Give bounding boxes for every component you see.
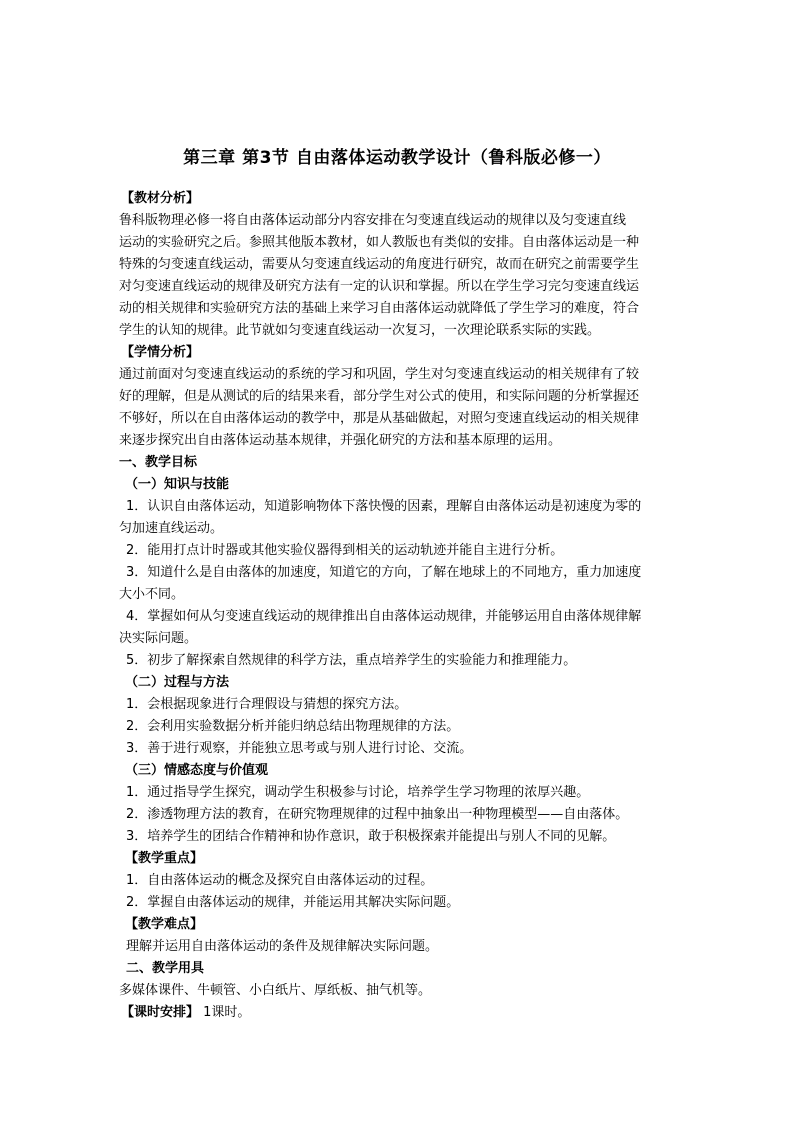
paragraph-line: 好的理解，但是从测试的后的结果来看，部分学生对公式的使用，和实际问题的分析掌握还 — [119, 389, 640, 404]
list-item: 2．会利用实验数据分析并能归纳总结出物理规律的方法。 — [126, 719, 460, 734]
list-item: 3．善于进行观察，并能独立思考或与别人进行讨论、交流。 — [126, 741, 473, 756]
list-item: 1．认识自由落体运动，知道影响物体下落快慢的因素，理解自由落体运动是初速度为零的 — [126, 499, 642, 514]
list-item: 3．培养学生的团结合作精神和协作意识，敢于积极探索并能提出与别人不同的见解。 — [126, 829, 616, 844]
paragraph-line: 通过前面对匀变速直线运动的系统的学习和巩固，学生对匀变速直线运动的相关规律有了较 — [119, 367, 640, 382]
knowledge-skills-heading: （一）知识与技能 — [125, 477, 230, 492]
paragraph-line: 来逐步探究出自由落体运动基本规律，并强化研究的方法和基本原理的运用。 — [119, 433, 562, 448]
list-item: 4．掌握如何从匀变速直线运动的规律推出自由落体运动规律，并能够运用自由落体规律解 — [126, 609, 642, 624]
objectives-heading: 一、教学目标 — [119, 455, 198, 470]
process-methods-heading: （二）过程与方法 — [125, 675, 230, 690]
paragraph-line: 鲁科版物理必修一将自由落体运动部分内容安排在匀变速直线运动的规律以及匀变速直线 — [119, 213, 627, 228]
list-item-continuation: 决实际问题。 — [119, 631, 198, 646]
student-analysis-heading: 【学情分析】 — [121, 345, 200, 360]
tools-heading: 二、教学用具 — [126, 961, 205, 976]
paragraph-line: 运动的实验研究之后。参照其他版本教材，如人教版也有类似的安排。自由落体运动是一种 — [119, 235, 640, 250]
schedule-line — [121, 1002, 250, 1024]
list-item-continuation: 匀加速直线运动。 — [119, 521, 224, 536]
list-item: 2．渗透物理方法的教育，在研究物理规律的过程中抽象出一种物理模型——自由落体。 — [126, 807, 629, 822]
paragraph-line: 不够好，所以在自由落体运动的教学中，那是从基础做起，对照匀变速直线运动的相关规律 — [119, 411, 640, 426]
difficulties-heading: 【教学难点】 — [125, 917, 204, 932]
list-item: 2．能用打点计时器或其他实验仪器得到相关的运动轨迹并能自主进行分析。 — [126, 543, 564, 558]
list-item-continuation: 大小不同。 — [119, 587, 185, 602]
paragraph-line: 特殊的匀变速直线运动，需要从匀变速直线运动的角度进行研究，故而在研究之前需要学生 — [119, 257, 640, 272]
paragraph-line: 理解并运用自由落体运动的条件及规律解决实际问题。 — [126, 939, 439, 954]
page-title: 第三章 第3节 自由落体运动教学设计（鲁科版必修一） — [183, 148, 611, 168]
schedule-value: 1课时。 — [203, 1005, 251, 1020]
attitude-values-heading: （三）情感态度与价值观 — [125, 763, 269, 778]
list-item: 1．通过指导学生探究，调动学生积极参与讨论，培养学生学习物理的浓厚兴趣。 — [126, 785, 590, 800]
schedule-heading: 【课时安排】 — [121, 1005, 200, 1020]
paragraph-line: 对匀变速直线运动的规律及研究方法有一定的认识和掌握。所以在学生学习完匀变速直线运 — [119, 279, 640, 294]
paragraph-line: 多媒体课件、牛顿管、小白纸片、厚纸板、抽气机等。 — [119, 983, 432, 998]
paragraph-line: 动的相关规律和实验研究方法的基础上来学习自由落体运动就降低了学生学习的难度，符合 — [119, 301, 640, 316]
key-points-heading: 【教学重点】 — [125, 851, 204, 866]
list-item: 3．知道什么是自由落体的加速度，知道它的方向，了解在地球上的不同地方，重力加速度 — [126, 565, 642, 580]
paragraph-line: 学生的认知的规律。此节就如匀变速直线运动一次复习，一次理论联系实际的实践。 — [119, 323, 601, 338]
list-item: 1．自由落体运动的概念及探究自由落体运动的过程。 — [126, 873, 434, 888]
textbook-analysis-heading: 【教材分析】 — [121, 191, 200, 206]
list-item: 1．会根据现象进行合理假设与猜想的探究方法。 — [126, 697, 408, 712]
list-item: 2．掌握自由落体运动的规律，并能运用其解决实际问题。 — [126, 895, 460, 910]
list-item: 5．初步了解探索自然规律的科学方法，重点培养学生的实验能力和推理能力。 — [126, 653, 577, 668]
